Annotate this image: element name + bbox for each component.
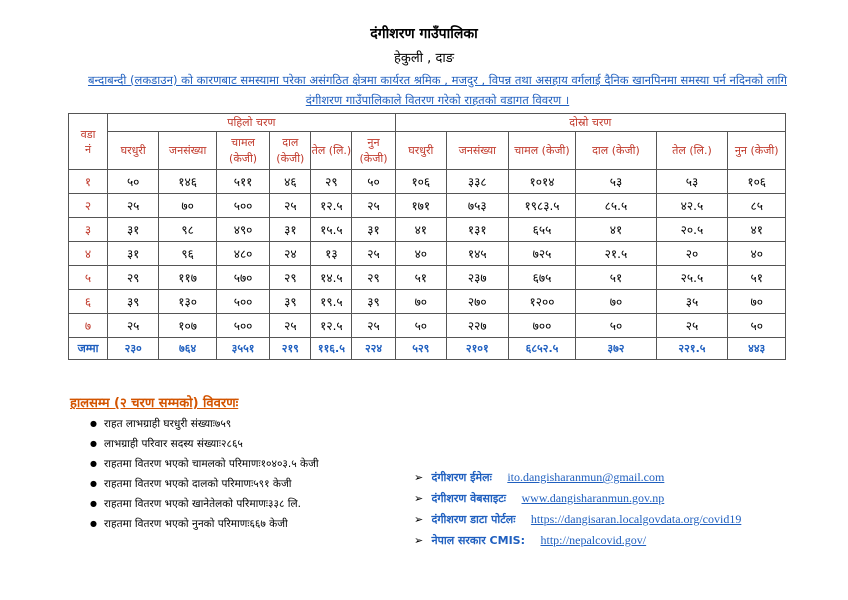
website-link[interactable]: www.dangisharanmun.gov.np [521,491,665,505]
link-item-website [414,488,741,509]
table-cell: २३७ [446,266,508,290]
total-cell: ३५५१ [216,338,269,360]
table-cell: ५० [395,314,446,338]
ward-number: ५ [69,266,108,290]
table-cell: १५.५ [311,218,352,242]
phase1-column-header: नुन (केजी) [352,132,395,170]
link-label: दंगीशरण वेबसाइटः [431,492,506,505]
cmis-link[interactable]: http://nepalcovid.gov/ [540,533,647,547]
phase2-column-header: घरधुरी [395,132,446,170]
table-row [69,314,786,338]
ward-number: ७ [69,314,108,338]
total-cell: ५२९ [395,338,446,360]
table-cell: ५०० [216,314,269,338]
email-link[interactable]: ito.dangisharanmun@gmail.com [507,470,665,484]
arrow-icon: ➢ [414,513,424,526]
phase1-column-header: चामल (केजी) [216,132,269,170]
page-subtitle: हेकुली , दाङ [393,51,455,66]
table-cell: १४.५ [311,266,352,290]
link-label: दंगीशरण डाटा पोर्टलः [431,513,516,526]
table-cell: २२७ [446,314,508,338]
table-cell: ३३८ [446,170,508,194]
table-cell: ४९० [216,218,269,242]
total-cell: ११६.५ [311,338,352,360]
phase2-column-header: तेल (लि.) [656,132,728,170]
table-cell: २९ [311,170,352,194]
total-label: जम्मा [69,338,108,360]
table-cell: ५० [728,314,786,338]
table-cell: ३९ [270,290,311,314]
phase1-column-header: घरधुरी [108,132,159,170]
arrow-icon: ➢ [414,534,424,547]
table-cell: ३९ [352,290,395,314]
table-cell: १२०० [508,290,576,314]
table-cell: २९ [108,266,159,290]
table-cell: ४६ [270,170,311,194]
total-cell: २१०१ [446,338,508,360]
data-portal-link[interactable]: https://dangisaran.localgovdata.org/covid19 [530,512,742,526]
phase1-column-header: तेल (लि.) [311,132,352,170]
table-cell: २१.५ [576,242,656,266]
table-cell: १३ [311,242,352,266]
summary-item: ● राहतमा वितरण भएको नुनको परिमाणः६६७ केजी [90,514,319,534]
table-cell: २५ [352,242,395,266]
table-cell: ७५३ [446,194,508,218]
phase1-header: पहिलो चरण [108,114,396,132]
table-cell: ११७ [159,266,217,290]
table-cell: ५१ [728,266,786,290]
summary-item: ● राहतमा वितरण भएको चामलको परिमाणः१०४०३.५ केजी [90,454,319,474]
table-cell: ४० [728,242,786,266]
table-cell: १७१ [395,194,446,218]
links-list [414,467,741,551]
table-cell: १९८३.५ [508,194,576,218]
table-cell: ३१ [352,218,395,242]
table-cell: ७०० [508,314,576,338]
table-cell: ५० [576,314,656,338]
link-item-email [414,467,741,488]
table-cell: २०.५ [656,218,728,242]
phase2-header: दोस्रो चरण [395,114,785,132]
table-cell: २४ [270,242,311,266]
table-cell: ८५.५ [576,194,656,218]
total-row [69,338,786,360]
table-cell: ६५५ [508,218,576,242]
table-cell: ६७५ [508,266,576,290]
table-cell: ५१ [576,266,656,290]
ward-header-line2: नं [84,142,92,156]
table-cell: २५ [108,314,159,338]
table-cell: २० [656,242,728,266]
ward-number: ४ [69,242,108,266]
phase2-column-header: जनसंख्या [446,132,508,170]
table-cell: ४० [395,242,446,266]
summary-list [90,414,319,534]
table-cell: ४८० [216,242,269,266]
table-row [69,218,786,242]
table-cell: १०७ [159,314,217,338]
phase2-column-header: नुन (केजी) [728,132,786,170]
table-row [69,266,786,290]
ward-number: ६ [69,290,108,314]
table-cell: ७० [728,290,786,314]
table-row [69,290,786,314]
table-cell: २५ [270,314,311,338]
ward-number: ३ [69,218,108,242]
phase1-column-header: दाल (केजी) [270,132,311,170]
table-cell: ५११ [216,170,269,194]
table-cell: ४२.५ [656,194,728,218]
table-cell: १४६ [159,170,217,194]
table-cell: १०६ [728,170,786,194]
table-cell: १३१ [446,218,508,242]
table-row [69,194,786,218]
table-cell: ७० [395,290,446,314]
table-cell: २५ [352,194,395,218]
link-label: नेपाल सरकार CMIS: [431,534,525,547]
table-cell: ३५ [656,290,728,314]
table-cell: ३९ [108,290,159,314]
table-row [69,170,786,194]
arrow-icon: ➢ [414,492,424,505]
table-cell: ५१ [395,266,446,290]
total-cell: २१९ [270,338,311,360]
total-cell: ३७२ [576,338,656,360]
table-row [69,242,786,266]
table-cell: २५ [270,194,311,218]
relief-table [68,113,786,360]
table-cell: २५.५ [656,266,728,290]
table-cell: २५ [352,314,395,338]
intro-text: बन्दाबन्दी (लकडाउन) को कारणबाट समस्यामा परेका असंगठित क्षेत्रमा कार्यरत श्रमिक , मजदुर , विपन्न तथा असहाय वर्गलाई दैनिक खानपिनमा समस्या पर्न नदिनको लागि दंगीशरण गाउँपालिकाले वितरण गरेको राहतको वडागत विवरण । [87,73,788,107]
table-cell: १०६ [395,170,446,194]
table-cell: ५७० [216,266,269,290]
table-cell: ४१ [395,218,446,242]
table-cell: २५ [656,314,728,338]
table-cell: ९६ [159,242,217,266]
total-cell: २२१.५ [656,338,728,360]
link-item-cmis [414,530,741,551]
table-cell: ८५ [728,194,786,218]
table-cell: २७० [446,290,508,314]
table-cell: १२.५ [311,314,352,338]
ward-number: २ [69,194,108,218]
phase2-column-header: चामल (केजी) [508,132,576,170]
table-cell: २९ [352,266,395,290]
summary-item: ● राहतमा वितरण भएको दालको परिमाणः५९१ केजी [90,474,319,494]
ward-number: १ [69,170,108,194]
table-cell: २५ [108,194,159,218]
table-cell: ५० [352,170,395,194]
link-label: दंगीशरण ईमेलः [431,471,492,484]
table-cell: ७२५ [508,242,576,266]
table-cell: ५३ [576,170,656,194]
page-title: दंगीशरण गाउँपालिका [370,26,478,42]
total-cell: ७६४ [159,338,217,360]
link-item-data-portal [414,509,741,530]
table-cell: ४१ [728,218,786,242]
table-cell: ७० [159,194,217,218]
ward-header-line1: वडा [80,127,96,141]
table-cell: ५०० [216,290,269,314]
total-cell: २३० [108,338,159,360]
table-cell: ३१ [270,218,311,242]
table-cell: १३० [159,290,217,314]
total-cell: ६८५२.५ [508,338,576,360]
phase2-column-header: दाल (केजी) [576,132,656,170]
table-cell: ९८ [159,218,217,242]
arrow-icon: ➢ [414,471,424,484]
table-cell: ५० [108,170,159,194]
table-cell: ४१ [576,218,656,242]
table-cell: १२.५ [311,194,352,218]
summary-item: ● राहतमा वितरण भएको खानेतेलको परिमाणः३३८ लि. [90,494,319,514]
summary-heading: हालसम्म (२ चरण सम्मको) विवरणः [70,396,239,411]
total-cell: ४४३ [728,338,786,360]
table-cell: ३१ [108,242,159,266]
table-cell: १९.५ [311,290,352,314]
summary-item: ● लाभग्राही परिवार सदस्य संख्याः२८६५ [90,434,319,454]
table-cell: १०१४ [508,170,576,194]
table-cell: ३१ [108,218,159,242]
ward-header [69,114,108,170]
table-cell: २९ [270,266,311,290]
table-cell: ७० [576,290,656,314]
phase1-column-header: जनसंख्या [159,132,217,170]
table-cell: ५०० [216,194,269,218]
total-cell: २२४ [352,338,395,360]
table-cell: १४५ [446,242,508,266]
table-cell: ५३ [656,170,728,194]
summary-item: ● राहत लाभग्राही घरधुरी संख्याः७५९ [90,414,319,434]
